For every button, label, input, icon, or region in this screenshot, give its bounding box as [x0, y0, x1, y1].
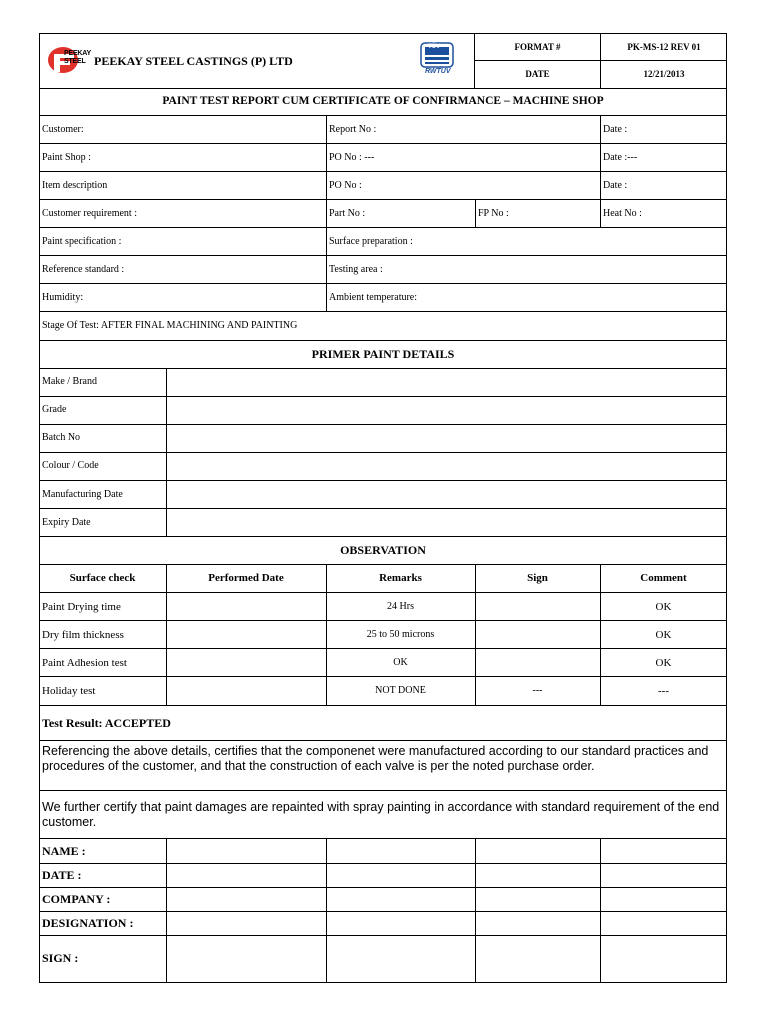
observation-surface-check: Paint Adhesion test	[42, 657, 127, 669]
part-no-field: Part No :	[329, 208, 366, 219]
signoff-designation-label: DESIGNATION :	[42, 916, 134, 930]
signoff-sign-label: SIGN :	[42, 951, 79, 965]
primer-row-label: Make / Brand	[42, 376, 97, 387]
surface-preparation-field: Surface preparation :	[329, 236, 413, 247]
ambient-temperature-field: Ambient temperature:	[329, 292, 418, 303]
observation-remarks: 25 to 50 microns	[366, 629, 435, 640]
paint-shop-field: Paint Shop :	[42, 152, 91, 163]
po-no-field: PO No : ---	[329, 152, 375, 163]
report-no-field: Report No :	[329, 124, 377, 135]
humidity-field: Humidity:	[42, 292, 84, 303]
signoff-date-label: DATE :	[42, 868, 82, 882]
fp-no-field: FP No :	[478, 208, 509, 219]
reference-standard-field: Reference standard :	[42, 264, 125, 275]
po-date-field-2: Date :	[603, 180, 628, 191]
format-value: PK-MS-12 REV 01	[627, 42, 701, 52]
observation-surface-check: Paint Drying time	[42, 601, 121, 613]
report-title: PAINT TEST REPORT CUM CERTIFICATE OF CONFIRMANCE – MACHINE SHOP	[162, 95, 604, 107]
paint-specification-field: Paint specification :	[42, 236, 122, 247]
observation-comment: OK	[655, 657, 672, 669]
observation-column-header: Performed Date	[208, 572, 284, 584]
heat-no-field: Heat No :	[603, 208, 642, 219]
observation-heading: OBSERVATION	[340, 543, 426, 557]
observation-remarks: 24 Hrs	[387, 601, 414, 612]
certification-logo-text: TÜV	[428, 44, 440, 50]
po-date-field: Date :---	[603, 152, 638, 163]
observation-comment: OK	[655, 629, 672, 641]
observation-comment: ---	[658, 685, 669, 697]
observation-remarks: OK	[393, 657, 408, 668]
primer-row-label: Grade	[42, 404, 67, 415]
date-value: 12/21/2013	[643, 69, 685, 79]
observation-remarks: NOT DONE	[375, 685, 426, 696]
primer-heading: PRIMER PAINT DETAILS	[311, 347, 455, 361]
certification-logo-sub: RWTÜV	[425, 68, 451, 75]
po-no-field-2: PO No :	[329, 180, 362, 191]
customer-requirement-field: Customer requirement :	[42, 208, 137, 219]
primer-row-label: Batch No	[42, 432, 81, 443]
primer-row-label: Expiry Date	[42, 517, 91, 528]
primer-row-label: Colour / Code	[42, 460, 99, 471]
observation-column-header: Surface check	[69, 572, 136, 584]
format-label: FORMAT #	[514, 42, 561, 52]
date-label: DATE	[525, 69, 550, 79]
signoff-name-label: NAME :	[42, 844, 86, 858]
primer-row-label: Manufacturing Date	[42, 489, 123, 500]
observation-surface-check: Dry film thickness	[42, 629, 124, 641]
observation-sign: ---	[532, 685, 543, 696]
observation-column-header: Comment	[640, 572, 687, 584]
observation-surface-check: Holiday test	[42, 685, 96, 697]
test-result: Test Result: ACCEPTED	[42, 716, 171, 730]
stage-of-test-field: Stage Of Test: AFTER FINAL MACHINING AND PAINTING	[42, 320, 298, 331]
signoff-company-label: COMPANY :	[42, 892, 111, 906]
logo-text: PEEKAY STEEL	[64, 50, 91, 65]
certification-statement: Referencing the above details, certifies that the componenet were manufactured according to our standard practices and procedures of the customer, and that the construction of each valve is per the noted purchase order.	[42, 744, 709, 773]
item-description-field: Item description	[42, 180, 108, 191]
observation-comment: OK	[655, 601, 672, 613]
observation-column-header: Remarks	[379, 572, 422, 584]
customer-field: Customer:	[42, 124, 84, 135]
report-date-field: Date :	[603, 124, 628, 135]
repaint-statement: We further certify that paint damages are repainted with spray painting in accordance with standard requirement of the end customer.	[42, 800, 720, 829]
testing-area-field: Testing area :	[329, 264, 383, 275]
company-name: PEEKAY STEEL CASTINGS (P) LTD	[94, 54, 293, 68]
observation-column-header: Sign	[527, 572, 548, 584]
